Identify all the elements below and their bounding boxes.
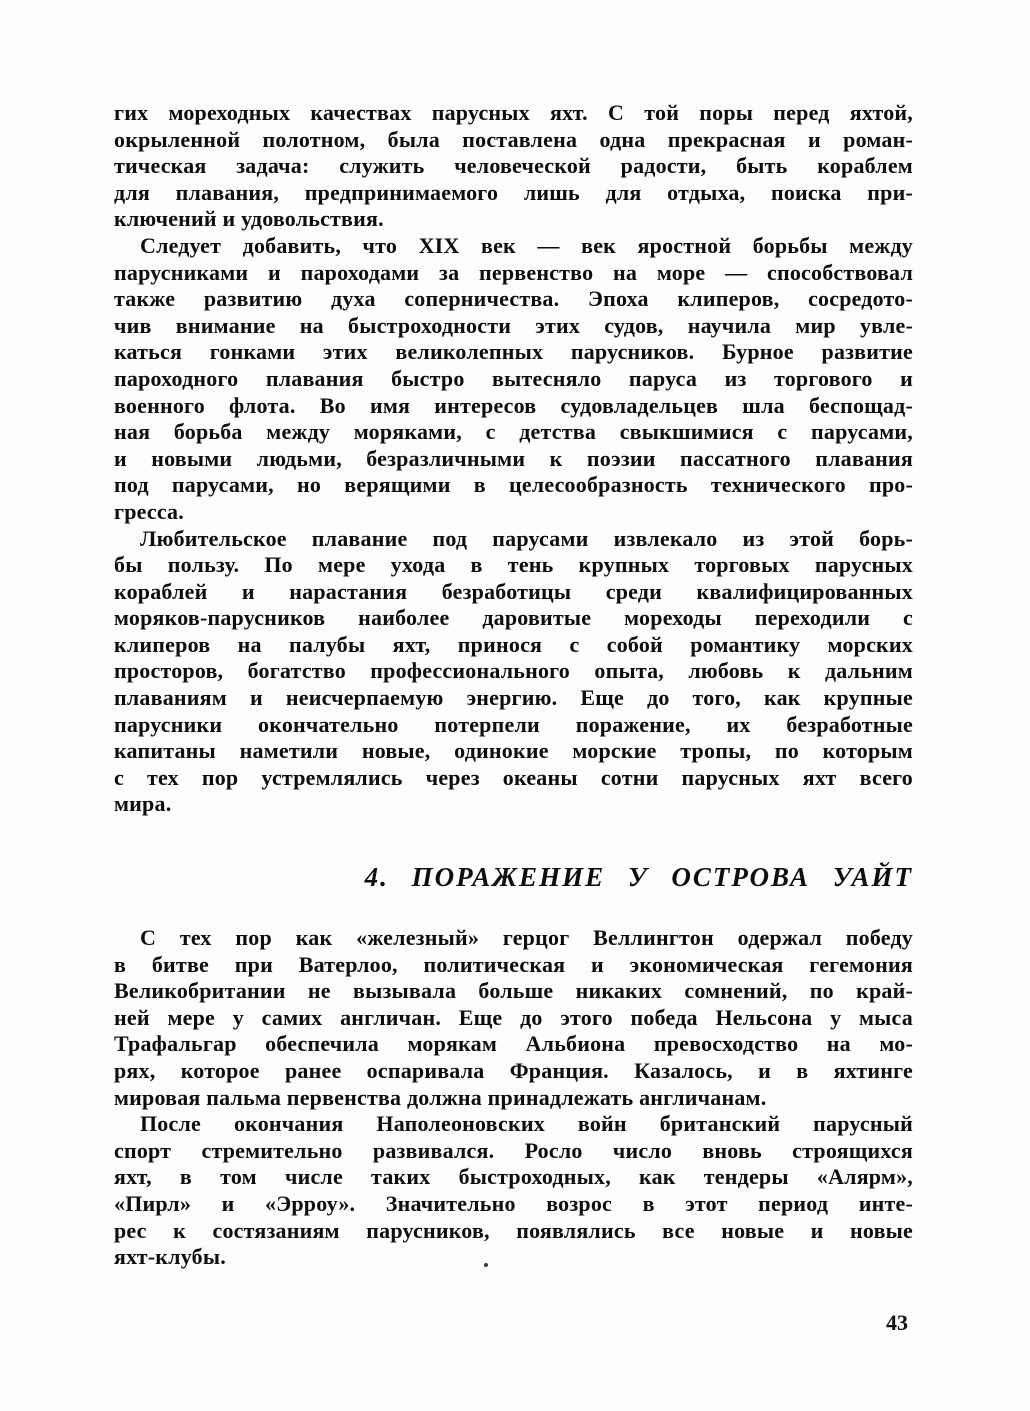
text-line: под парусами, но верящими в целесообразность технического про-: [114, 472, 913, 498]
text-line: тическая задача: служить человеческой радости, быть кораблем: [114, 153, 913, 179]
text-line: просторов, богатство профессионального опыта, любовь к дальним: [114, 658, 913, 684]
text-line: яхт-клубы.: [114, 1244, 226, 1270]
text-line: ключений и удовольствия.: [114, 206, 384, 232]
text-line: мировая пальма первенства должна принадлежать англичанам.: [114, 1084, 767, 1110]
text-line: Следует добавить, что XIX век — век яростной борьбы между: [140, 232, 913, 258]
text-line: Великобритании не вызывала больше никаких сомнений, по край-: [114, 978, 913, 1004]
text-line: Любительское плавание под парусами извлекало из этой борь-: [140, 525, 913, 551]
text-line: кораблей и нарастания безработицы среди квалифицированных: [114, 578, 913, 604]
text-line: моряков-парусников наиболее даровитые мореходы переходили с: [114, 605, 913, 631]
text-line: капитаны наметили новые, одинокие морские тропы, по которым: [114, 738, 913, 764]
text-line: парусниками и пароходами за первенство на море — способствовал: [114, 259, 913, 285]
text-line: Трафальгар обеспечила морякам Альбиона превосходство на мо-: [114, 1031, 913, 1057]
text-line: плаваниям и неисчерпаемую энергию. Еще до того, как крупные: [114, 685, 913, 711]
text-line: для плавания, предпринимаемого лишь для отдыха, поиска при-: [114, 179, 913, 205]
text-line: и новыми людьми, безразличными к поэзии пассатного плавания: [114, 445, 913, 471]
text-line: бы пользу. По мере ухода в тень крупных торговых парусных: [114, 552, 913, 578]
text-line: гих мореходных качествах парусных яхт. С той поры перед яхтой,: [114, 100, 913, 125]
body-paragraph-continuation: [114, 100, 913, 233]
text-line: гресса.: [114, 498, 184, 524]
body-paragraph-5: [114, 1111, 913, 1271]
text-line: парусники окончательно потерпели поражение, их безработные: [114, 711, 913, 737]
body-paragraph-3: [114, 526, 913, 819]
text-column: [114, 100, 913, 1271]
text-line: каться гонками этих великолепных парусников. Бурное развитие: [114, 339, 913, 365]
body-paragraph-4: [114, 925, 913, 1111]
text-line: «Пирл» и «Эрроу». Значительно возрос в этот период инте-: [114, 1190, 913, 1216]
text-line: окрыленной полотном, была поставлена одна прекрасная и роман-: [114, 126, 913, 152]
text-line: в битве при Ватерлоо, политическая и экономическая гегемония: [114, 951, 913, 977]
text-line: мира.: [114, 791, 172, 817]
heading-spacer: [114, 892, 913, 925]
body-paragraph-2: [114, 233, 913, 526]
text-line: С тех пор как «железный» герцог Веллингтон одержал победу: [140, 925, 913, 951]
text-line: спорт стремительно развивался. Росло число вновь строящихся: [114, 1137, 913, 1163]
text-line: пароходного плавания быстро вытесняло паруса из торгового и: [114, 365, 913, 391]
scan-artifact-dot: [484, 1263, 488, 1267]
text-line: также развитию духа соперничества. Эпоха клиперов, сосредото-: [114, 286, 913, 312]
text-line: с тех пор устремлялись через океаны сотни парусных яхт всего: [114, 764, 913, 790]
text-line: чив внимание на быстроходности этих судов, научила мир увле-: [114, 312, 913, 338]
text-line: ней мере у самих англичан. Еще до этого победа Нельсона у мыса: [114, 1004, 913, 1030]
text-line: После окончания Наполеоновских войн британский парусный: [140, 1111, 913, 1137]
text-line: яхт, в том числе таких быстроходных, как тендеры «Алярм»,: [114, 1164, 913, 1190]
page-number: 43: [886, 1310, 908, 1335]
text-line: клиперов на палубы яхт, принося с собой романтику морских: [114, 631, 913, 657]
section-heading: 4. ПОРАЖЕНИЕ У ОСТРОВА УАЙТ: [364, 862, 913, 893]
text-line: рес к состязаниям парусников, появлялись все новые и новые: [114, 1217, 913, 1243]
text-line: ная борьба между моряками, с детства свыкшимися с парусами,: [114, 419, 913, 445]
text-line: военного флота. Во имя интересов судовладельцев шла беспощад-: [114, 392, 913, 418]
text-line: рях, которое ранее оспаривала Франция. Казалось, и в яхтинге: [114, 1058, 913, 1083]
